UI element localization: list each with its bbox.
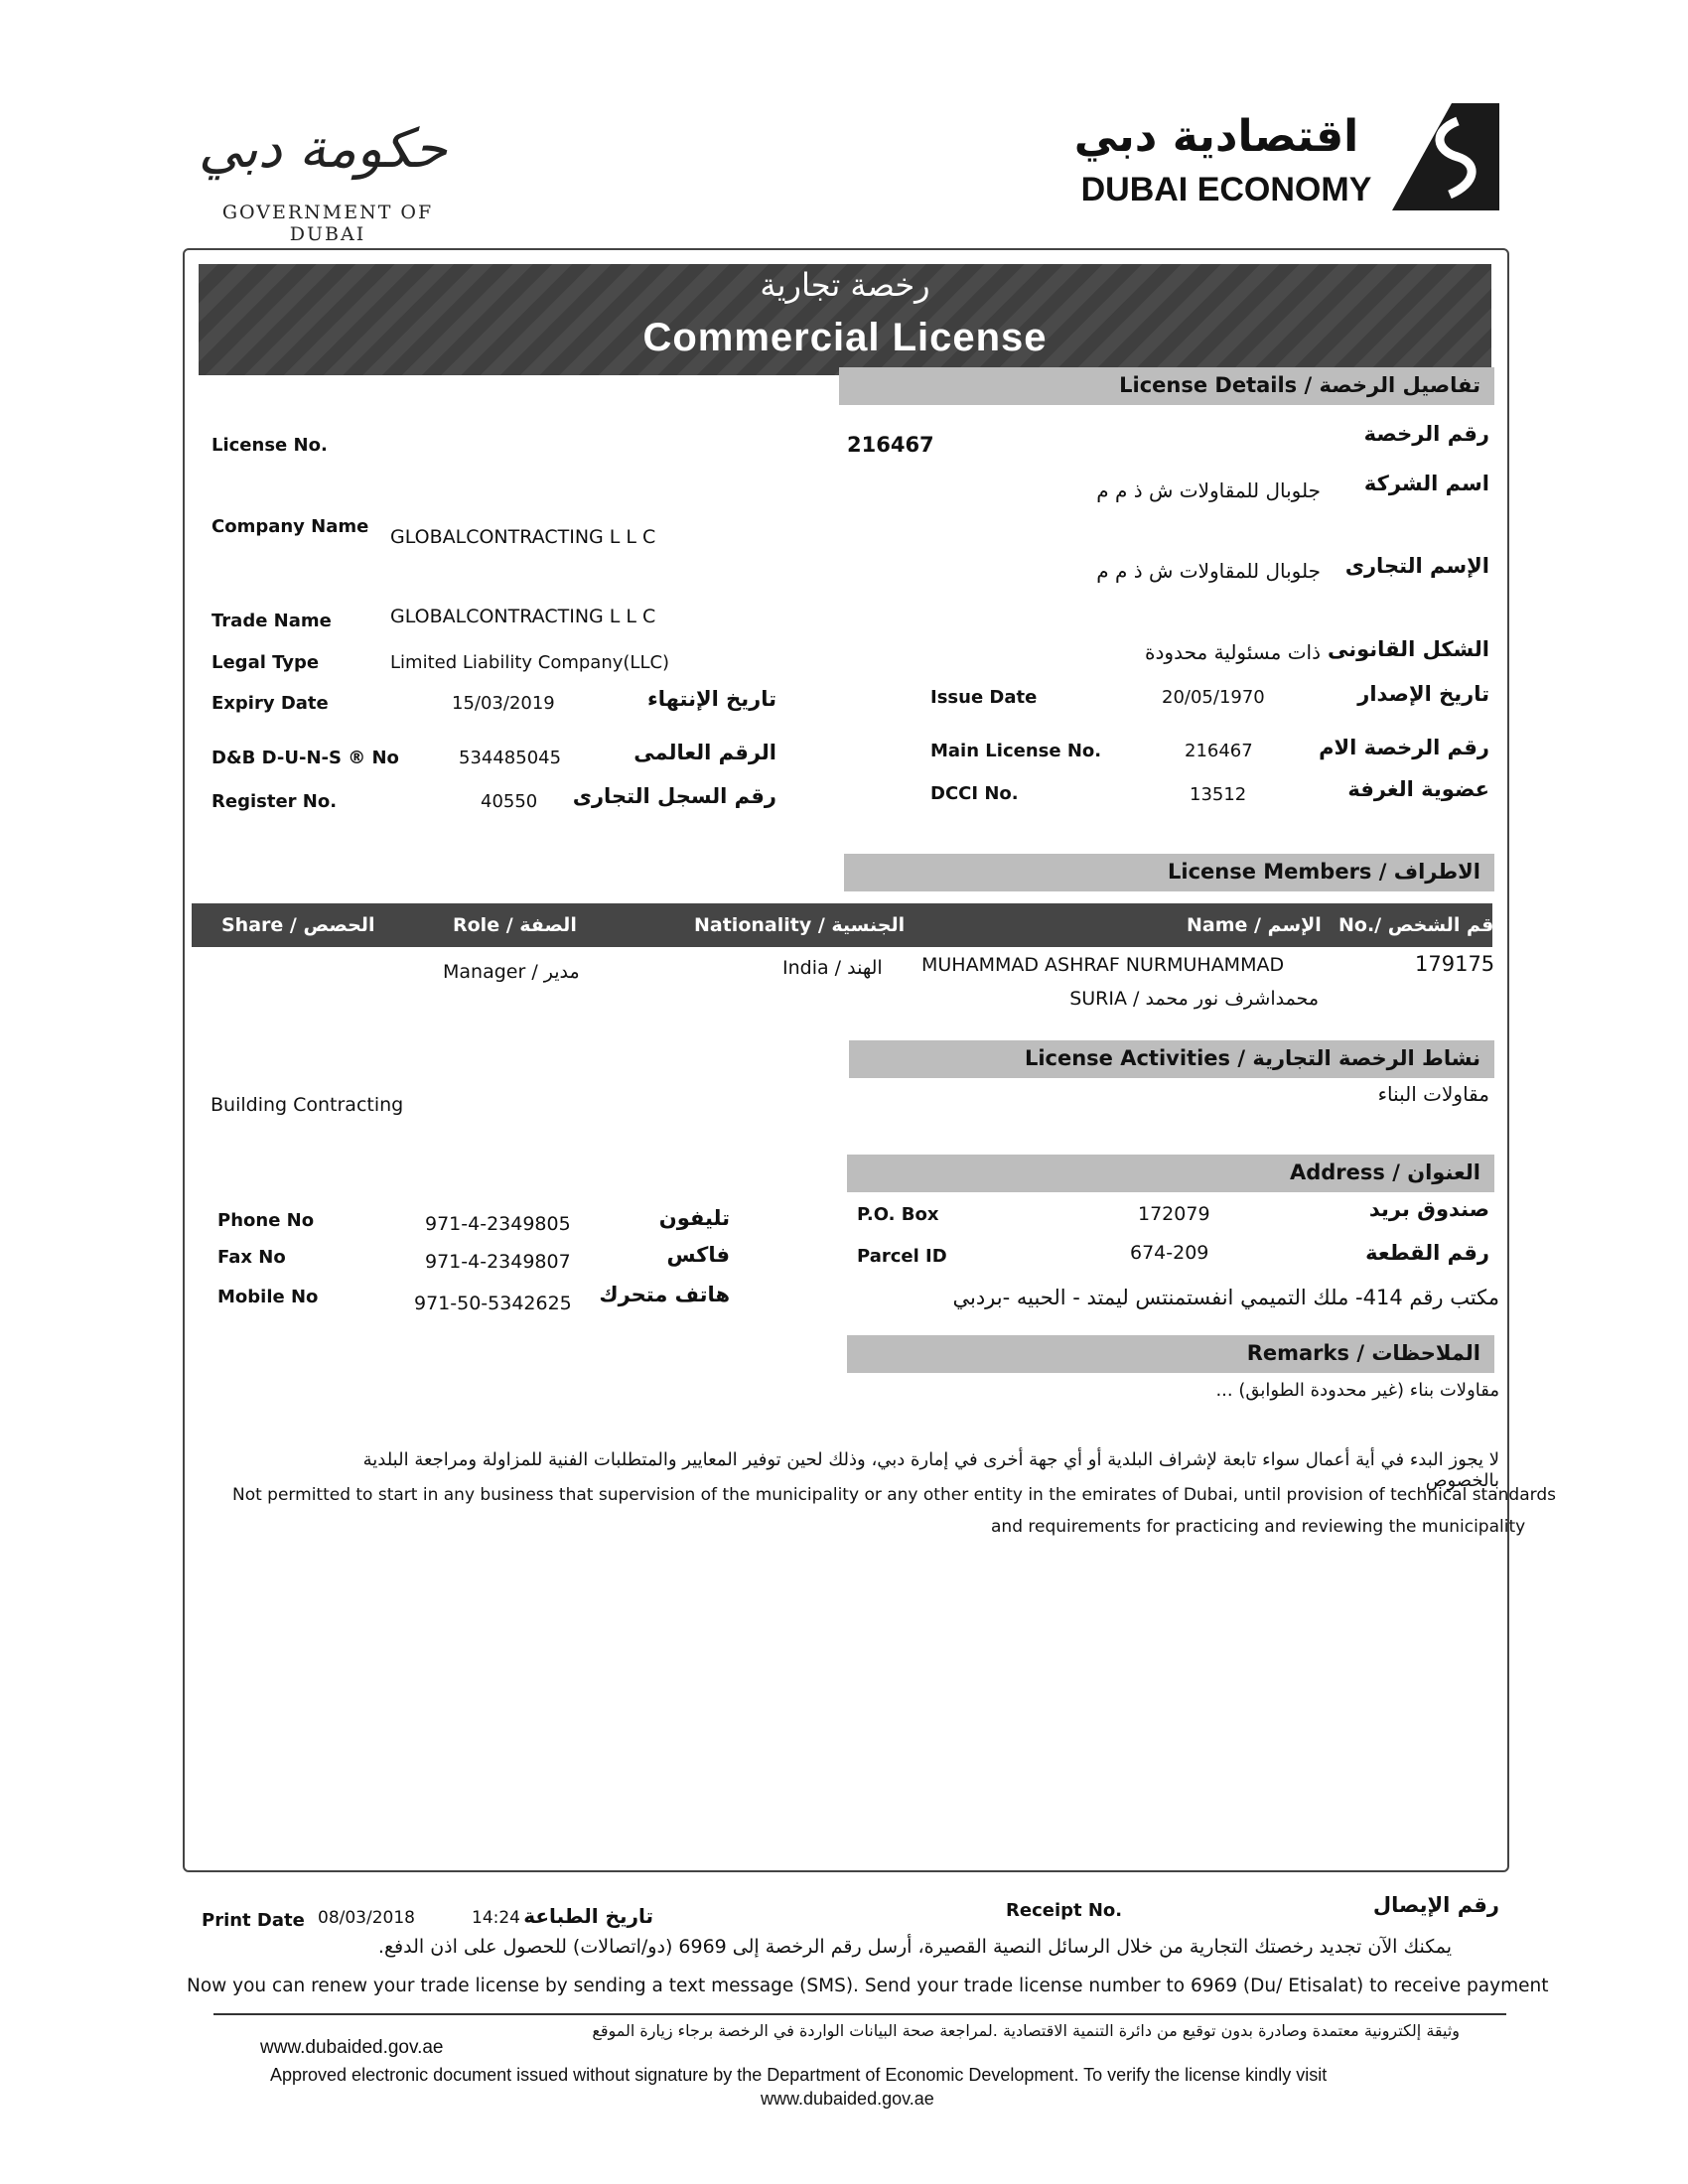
footer-divider xyxy=(213,2013,1506,2015)
license-activities-header: License Activities / نشاط الرخصة التجارية xyxy=(849,1040,1494,1078)
mobile-value: 971-50-5342625 xyxy=(414,1293,572,1314)
phone-label-ar: تليفون xyxy=(658,1206,730,1230)
print-date-label: Print Date xyxy=(202,1910,305,1931)
verify-url-inline[interactable]: www.dubaided.gov.ae xyxy=(260,2037,444,2058)
remarks-header: Remarks / الملاحظات xyxy=(847,1335,1494,1373)
member-name-ar: محمداشرف نور محمد / SURIA xyxy=(1069,988,1319,1010)
notice-en-line2: and requirements for practicing and reviewing the municipality xyxy=(991,1517,1526,1537)
expiry-date-label: Expiry Date xyxy=(211,693,329,714)
government-of-dubai-logo: حكومة دبي xyxy=(198,117,448,180)
activity-en: Building Contracting xyxy=(211,1094,404,1116)
remarks-text-ar: مقاولات بناء (غير محدودة الطوابق) ... xyxy=(1215,1380,1499,1401)
dubai-economy-arabic-label: اقتصادية دبي xyxy=(1073,111,1359,162)
dcci-no-value: 13512 xyxy=(1190,784,1247,805)
dubai-economy-label: DUBAI ECONOMY xyxy=(1080,171,1372,208)
banner-title: Commercial License xyxy=(642,316,1048,359)
member-role: Manager / مدير xyxy=(443,961,580,983)
register-no-label: Register No. xyxy=(211,791,338,812)
phone-value: 971-4-2349805 xyxy=(425,1213,571,1235)
verify-notice-ar: وثيقة إلكترونية معتمدة وصادرة بدون توقيع من دائرة التنمية الاقتصادية .لمراجعة صحة البيانات الواردة في الرخصة برجاء زيارة الموقع xyxy=(592,2021,1460,2040)
dubai-economy-emblem-icon xyxy=(1392,103,1499,210)
company-name-value: GLOBALCONTRACTING L L C xyxy=(390,526,656,548)
col-name: Name / الإسم xyxy=(1187,914,1322,936)
dcci-no-label: DCCI No. xyxy=(930,783,1019,804)
license-banner xyxy=(199,264,1491,375)
legal-type-value-ar: ذات مسئولية محدودة xyxy=(1145,640,1321,664)
member-person-no: 179175 xyxy=(1415,952,1495,976)
member-nationality: India / الهند xyxy=(782,957,883,979)
duns-label-ar: الرقم العالمى xyxy=(633,741,776,764)
notice-en-line1: Not permitted to start in any business that supervision of the municipality or any other entity in the emirates of Dubai, until provision of technical standards xyxy=(232,1485,1556,1505)
company-name-label-ar: اسم الشركة xyxy=(1363,472,1489,495)
legal-type-label: Legal Type xyxy=(211,652,320,673)
register-no-label-ar: رقم السجل التجارى xyxy=(572,784,776,808)
po-box-label: P.O. Box xyxy=(857,1204,939,1225)
issue-date-label-ar: تاريخ الإصدار xyxy=(1357,682,1489,706)
fax-value: 971-4-2349807 xyxy=(425,1251,571,1273)
trade-name-value: GLOBALCONTRACTING L L C xyxy=(390,606,656,627)
col-person-no: No./ رقم الشخص xyxy=(1338,914,1505,936)
col-share: Share / الحصص xyxy=(221,914,375,936)
issue-date-label: Issue Date xyxy=(930,687,1038,708)
print-date-label-ar: تاريخ الطباعة xyxy=(523,1904,653,1928)
trade-name-value-ar: جلوبال للمقاولات ش ذ م م xyxy=(1096,559,1321,583)
po-box-label-ar: صندوق بريد xyxy=(1368,1197,1489,1221)
company-name-label: Company Name xyxy=(211,516,369,537)
government-of-dubai-label: GOVERNMENT OF DUBAI xyxy=(221,202,434,245)
parcel-id-label: Parcel ID xyxy=(857,1246,947,1267)
notice-ar: لا يجوز البدء في أية أعمال سواء تابعة لإشراف البلدية أو أي جهة أخرى في إمارة دبي، وذلك لحين توفير المعايير والمتطلبات الفنية للمزاولة ومراجعة البلدية بالخصوص xyxy=(362,1449,1499,1491)
main-license-value: 216467 xyxy=(1185,741,1253,761)
col-nationality: Nationality / الجنسية xyxy=(694,914,906,936)
members-table-header xyxy=(192,903,1505,947)
receipt-no-label-ar: رقم الإيصال xyxy=(1372,1893,1499,1917)
print-time-value: 14:24 xyxy=(472,1908,520,1928)
fax-label-ar: فاكس xyxy=(666,1243,730,1267)
expiry-date-label-ar: تاريخ الإنتهاء xyxy=(647,687,776,711)
register-no-value: 40550 xyxy=(481,791,538,812)
mobile-label: Mobile No xyxy=(217,1287,319,1307)
banner-title-ar: رخصة تجارية xyxy=(760,266,930,304)
receipt-no-label: Receipt No. xyxy=(1006,1900,1123,1921)
legal-type-label-ar: الشكل القانونى xyxy=(1328,637,1489,661)
verify-url[interactable]: www.dubaided.gov.ae xyxy=(761,2089,934,2109)
phone-label: Phone No xyxy=(217,1210,315,1231)
activity-ar: مقاولات البناء xyxy=(1377,1082,1489,1106)
license-no-label-ar: رقم الرخصة xyxy=(1363,422,1489,446)
mobile-label-ar: هاتف متحرك xyxy=(599,1283,730,1306)
issue-date-value: 20/05/1970 xyxy=(1162,687,1265,708)
renew-notice-en: Now you can renew your trade license by sending a text message (SMS). Send your trade license number to 6969 (Du/ Etisalat) to receive payment xyxy=(187,1976,1549,1996)
duns-value: 534485045 xyxy=(459,748,562,768)
trade-name-label: Trade Name xyxy=(211,611,332,631)
license-members-header: License Members / الاطراف xyxy=(844,854,1494,891)
parcel-id-value: 674-209 xyxy=(1130,1242,1209,1264)
trade-name-label-ar: الإسم التجارى xyxy=(1344,554,1489,578)
license-no-value: 216467 xyxy=(847,433,934,457)
renew-notice-ar: يمكنك الآن تجديد رخصتك التجارية من خلال الرسائل النصية القصيرة، أرسل رقم الرخصة إلى 6969 (دو/اتصالات) للحصول على اذن الدفع. xyxy=(377,1936,1452,1958)
member-name: MUHAMMAD ASHRAF NURMUHAMMAD xyxy=(921,954,1285,976)
verify-notice-en: Approved electronic document issued without signature by the Department of Economic Development. To verify the license kindly visit xyxy=(270,2065,1328,2085)
address-header: Address / العنوان xyxy=(847,1155,1494,1192)
print-date-value: 08/03/2018 xyxy=(318,1908,415,1928)
license-details-header: License Details / تفاصيل الرخصة xyxy=(839,367,1494,405)
main-license-label-ar: رقم الرخصة الام xyxy=(1319,736,1489,759)
expiry-date-value: 15/03/2019 xyxy=(452,693,555,714)
duns-label: D&B D-U-N-S ® No xyxy=(211,748,399,768)
main-license-label: Main License No. xyxy=(930,741,1102,761)
company-name-value-ar: جلوبال للمقاولات ش ذ م م xyxy=(1096,478,1321,502)
legal-type-value: Limited Liability Company(LLC) xyxy=(390,652,670,673)
address-ar: مكتب رقم 414- ملك التميمي انفستمنتس ليمتد - الحبيه -بردبي xyxy=(952,1286,1499,1309)
parcel-id-label-ar: رقم القطعة xyxy=(1365,1241,1489,1265)
po-box-value: 172079 xyxy=(1138,1203,1210,1225)
fax-label: Fax No xyxy=(217,1247,286,1268)
col-role: Role / الصفة xyxy=(453,914,577,936)
license-no-label: License No. xyxy=(211,435,328,456)
dcci-no-label-ar: عضوية الغرفة xyxy=(1347,777,1489,801)
